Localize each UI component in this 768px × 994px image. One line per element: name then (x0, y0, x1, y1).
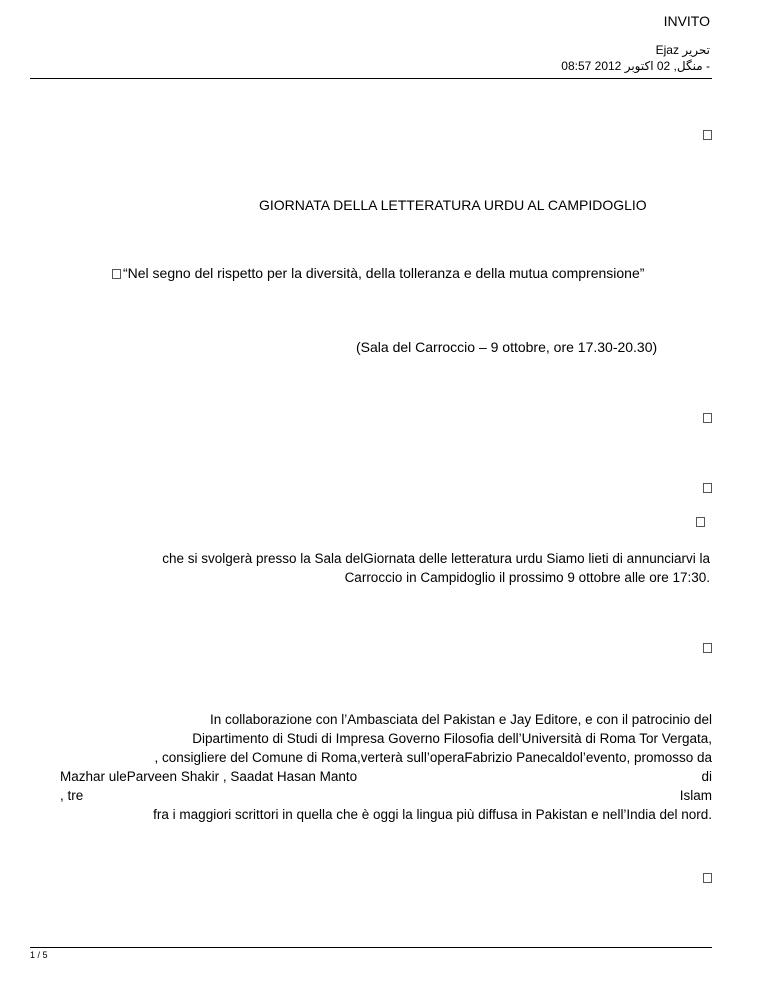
placeholder-image-icon (703, 413, 712, 423)
announcement-line-1: che si svolgerà presso la Sala delGiornata delle letteratura urdu Siamo lieti di annunciarvi la (162, 551, 710, 566)
date-line: منگل, 02 اکتوبر 2012 08:57 - (561, 59, 710, 73)
motto-text: “Nel segno del rispetto per la diversità, della tolleranza e della mutua comprensione” (123, 265, 645, 281)
announcement-line-2: Carroccio in Campidoglio il prossimo 9 ottobre alle ore 17:30. (344, 570, 710, 585)
placeholder-image-icon (112, 269, 121, 279)
collab-line-3: , consigliere del Comune di Roma,verterà sull’operaFabrizio Panecaldol’evento, promosso da (154, 750, 712, 765)
placeholder-image-icon (703, 873, 712, 883)
footer-rule (30, 947, 712, 948)
placeholder-image-icon (703, 643, 712, 653)
document-title: INVITO (663, 13, 710, 29)
motto-line (112, 265, 644, 281)
collab-line-5-right: Islam (679, 788, 712, 803)
page-number: 1 / 5 (30, 950, 48, 960)
placeholder-image-icon (703, 483, 712, 493)
collab-line-6: fra i maggiori scrittori in quella che è oggi la lingua più diffusa in Pakistan e nell’India del nord. (153, 807, 712, 822)
collab-line-4-right: di (701, 769, 712, 784)
collab-line-5-left: , tre (60, 788, 84, 803)
page-heading: GIORNATA DELLA LETTERATURA URDU AL CAMPIDOGLIO (259, 197, 647, 213)
venue-line: (Sala del Carroccio – 9 ottobre, ore 17.30-20.30) (356, 339, 658, 355)
placeholder-image-icon (696, 517, 705, 527)
author-line: Ejaz تحریر (655, 43, 710, 57)
collab-line-1: In collaborazione con l’Ambasciata del Pakistan e Jay Editore, e con il patrocinio del (209, 712, 712, 727)
collab-line-2: Dipartimento di Studi di Impresa Governo Filosofia dell’Università di Roma Tor Vergata, (192, 731, 712, 746)
collab-line-4-left: Mazhar uleParveen Shakir , Saadat Hasan Manto (60, 769, 358, 784)
header-rule (30, 78, 712, 79)
placeholder-image-icon (703, 130, 712, 140)
